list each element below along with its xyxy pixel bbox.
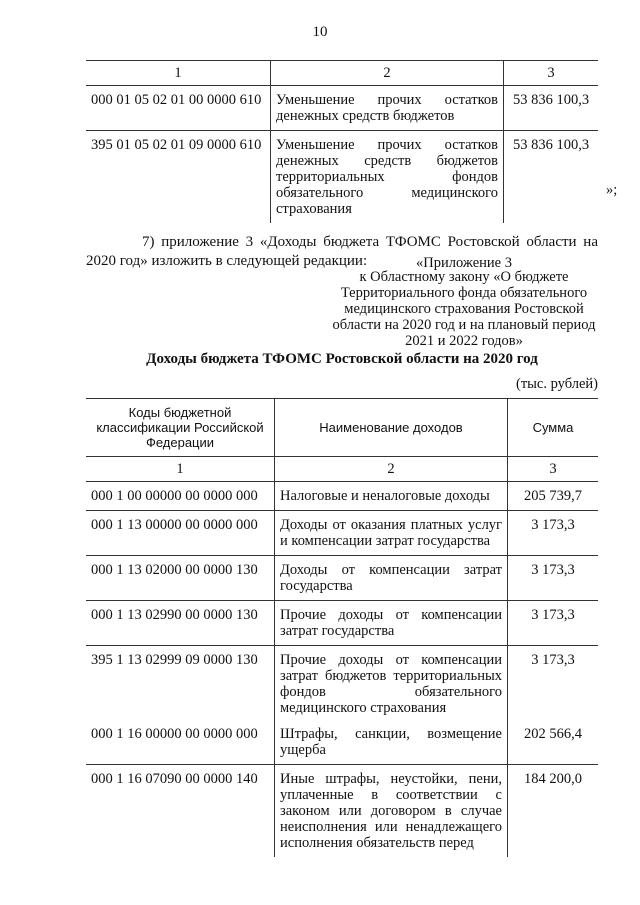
- col-number-1: 1: [86, 457, 275, 482]
- table-row: [86, 556, 598, 601]
- document-title: Доходы бюджета ТФОМС Ростовской области на 2020 год: [146, 351, 538, 367]
- table-row: [86, 646, 598, 721]
- item-sum: 53 836 100,3: [504, 86, 599, 131]
- income-table: [86, 398, 598, 857]
- col-number-1: 1: [86, 61, 271, 86]
- budget-code: 395 01 05 02 01 09 0000 610: [86, 131, 271, 224]
- table-closing-mark: »;: [606, 182, 618, 198]
- table-header-numbers: [86, 457, 598, 482]
- col-header-code: Коды бюджетной классификации Российской Федерации: [86, 399, 275, 457]
- table-row: [86, 86, 598, 131]
- table-row: [86, 720, 598, 765]
- income-name: Доходы от компенсации затрат государства: [275, 556, 508, 601]
- budget-code: 000 1 13 02990 00 0000 130: [86, 601, 275, 646]
- income-name: Прочие доходы от компенсации затрат государства: [275, 601, 508, 646]
- table-row: [86, 765, 598, 858]
- income-name: Прочие доходы от компенсации затрат бюджетов территориальных фондов обязательного медицинского страхования: [275, 646, 508, 721]
- table-row: [86, 482, 598, 511]
- table-row: [86, 601, 598, 646]
- item-name: Уменьшение прочих остатков денежных средств бюджетов территориальных фондов обязательного медицинского страхования: [271, 131, 504, 224]
- table-header-numbers: [86, 61, 598, 86]
- sources-table: [86, 60, 598, 223]
- budget-code: 000 01 05 02 01 00 0000 610: [86, 86, 271, 131]
- income-sum: 205 739,7: [508, 482, 599, 511]
- income-name: Доходы от оказания платных услуг и компенсации затрат государства: [275, 511, 508, 556]
- income-sum: 184 200,0: [524, 771, 582, 787]
- income-sum: 3 173,3: [508, 556, 599, 601]
- table-row: [86, 131, 598, 224]
- page-number: 10: [312, 24, 328, 40]
- col-number-3: 3: [508, 457, 599, 482]
- budget-code: 395 1 13 02999 09 0000 130: [86, 646, 275, 721]
- appendix-reference: к Областному закону «О бюджете Территориального фонда обязательного медицинского страхования Ростовской области на 2020 год и на плановый период 2021 и 2022 годов»: [332, 269, 596, 349]
- budget-code: 000 1 00 00000 00 0000 000: [86, 482, 275, 511]
- appendix-title: «Приложение 3: [416, 255, 512, 271]
- budget-code: 000 1 16 00000 00 0000 000: [86, 720, 275, 765]
- table-row: [86, 511, 598, 556]
- col-header-name: Наименование доходов: [275, 399, 508, 457]
- table-column-headers: [86, 399, 598, 457]
- budget-code: 000 1 16 07090 00 0000 140: [86, 765, 275, 858]
- income-sum: 202 566,4: [508, 720, 599, 765]
- income-sum: 3 173,3: [531, 652, 575, 668]
- col-number-2: 2: [271, 61, 504, 86]
- income-name: Иные штрафы, неустойки, пени, уплаченные в соответствии с законом или договором в случае неисполнения или ненадлежащего исполнения обязательств перед: [275, 765, 508, 858]
- item-sum: 53 836 100,3: [512, 137, 590, 153]
- col-number-2: 2: [275, 457, 508, 482]
- units-label: (тыс. рублей): [516, 376, 598, 392]
- income-name: Штрафы, санкции, возмещение ущерба: [275, 720, 508, 765]
- col-number-3: 3: [504, 61, 599, 86]
- budget-code: 000 1 13 02000 00 0000 130: [86, 556, 275, 601]
- item-name: Уменьшение прочих остатков денежных средств бюджетов: [271, 86, 504, 131]
- income-name: Налоговые и неналоговые доходы: [275, 482, 508, 511]
- income-sum: 3 173,3: [508, 511, 599, 556]
- amendment-paragraph: 7) приложение 3 «Доходы бюджета ТФОМС Ростовской области на 2020 год» изложить в следующей редакции:: [86, 234, 598, 269]
- budget-code: 000 1 13 00000 00 0000 000: [86, 511, 275, 556]
- income-sum: 3 173,3: [508, 601, 599, 646]
- col-header-sum: Сумма: [508, 399, 599, 457]
